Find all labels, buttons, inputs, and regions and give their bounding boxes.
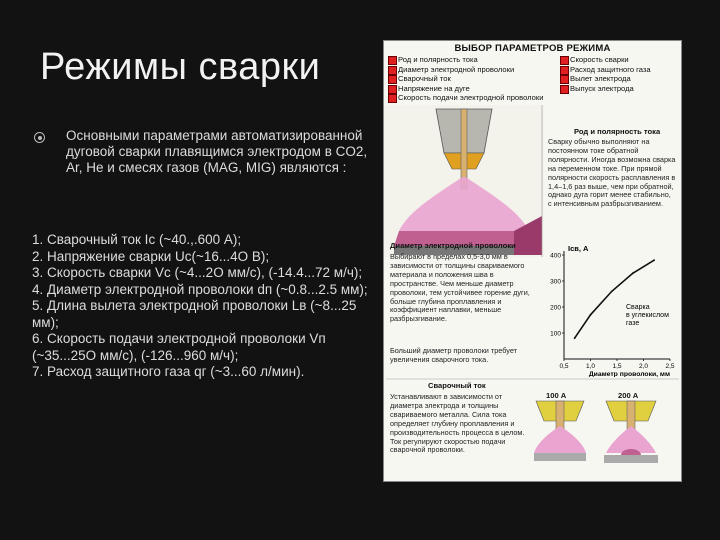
document-image [383, 40, 682, 482]
weld-label: 200 А [618, 391, 639, 400]
bullet-icon [34, 132, 45, 143]
section-caption: Сварочный ток [428, 381, 486, 390]
legend-item: Выпуск электрода [560, 84, 651, 93]
weld-200a-illustration [604, 401, 658, 463]
section-note: Больший диаметр проволоки требует увеличения сварочного тока. [390, 346, 518, 364]
x-axis-label: Диаметр проволоки, мм [588, 371, 670, 377]
x-tick-label: 0,5 [559, 363, 569, 370]
intro-text: Основными параметрами автоматизированной дуговой сварки плавящимся электродом в CO2, Ar, He и смесях газов (MAG, MIG) являются : [66, 128, 368, 175]
section-caption: Род и полярность тока [574, 127, 661, 136]
x-tick-label: 1,5 [612, 363, 622, 370]
slide-title: Режимы сварки [40, 46, 321, 88]
y-tick-label: 100 [550, 330, 561, 338]
param-item: 7. Расход защитного газа qг (~3...60 л/мин). [32, 364, 305, 379]
data-point [590, 314, 592, 316]
weld-100a-illustration [534, 401, 586, 461]
y-tick-label: 400 [550, 252, 561, 260]
weld-label: 100 А [546, 391, 567, 400]
x-tick-label: 2,0 [638, 363, 649, 370]
param-item: 1. Сварочный ток Iс (~40.,.600 А); [32, 232, 242, 247]
legend-item: Скорость сварки [560, 55, 651, 64]
torch-illustration-top [384, 105, 544, 257]
param-item: 4. Диаметр электродной проволоки dп (~0.8...2.5 мм); [32, 281, 368, 297]
legend-item: Расход защитного газа [560, 65, 651, 74]
y-tick-label: 200 [550, 304, 561, 312]
y-axis-label: Iсв, А [568, 244, 589, 253]
section-text: Выбирают в пределах 0,5-3,0 мм в зависимости от толщины свариваемого материала и положения шва в пространстве. Чем меньше диаметр проволоки, тем устойчивее горение дуги, больше глубина проплавления и коэффициент наплавки, меньше разбрызгивание. [390, 252, 530, 324]
param-item: 5. Длина вылета электродной проволоки Lв (~8...25 мм); [32, 298, 357, 330]
section-text: Сварку обычно выполняют на постоянном токе обратной полярности. Иногда возможна сварка на переменном токе. При прямой полярности скорость расплавления в 1,4–1,6 раз выше, чем при обратной, однако дуга горит менее стабильно, с интенсивным разбрызгиванием. [548, 137, 676, 209]
legend-item: Род и полярность тока [388, 55, 543, 64]
data-point [653, 259, 655, 261]
data-point [611, 291, 613, 293]
param-item: 6. Скорость подачи электродной проволоки Vп (~35...25О мм/с), (-126...960 м/ч); [32, 331, 326, 363]
x-tick-label: 2,5 [665, 363, 675, 370]
section-text: Устанавливают в зависимости от диаметра электрода и толщины свариваемого металла. Сила тока определяет глубину проплавления и производительность процесса в целом. Ток регулируют скоростью подачи сварочной проволоки. [390, 392, 525, 455]
current-diameter-chart [540, 241, 678, 377]
chart-annotation [626, 304, 669, 327]
data-point [632, 272, 634, 274]
annotation-line: газе [626, 320, 640, 327]
legend-item: Вылет электрода [560, 74, 651, 83]
section-caption: Диаметр электродной проволоки [390, 241, 516, 250]
legend-item: Диаметр электродной проволоки [388, 65, 543, 74]
param-item: 2. Напряжение сварки Uс(~16...4О В); [32, 248, 270, 264]
legend-item: Сварочный ток [388, 74, 543, 83]
legend [388, 55, 677, 105]
y-tick-label: 300 [550, 278, 561, 286]
annotation-line: Сварка [626, 304, 650, 311]
doc-title: ВЫБОР ПАРАМЕТРОВ РЕЖИМА [454, 43, 611, 54]
params-list [32, 232, 377, 381]
annotation-line: в углекислом [626, 312, 669, 319]
legend-item: Напряжение на дуге [388, 84, 543, 93]
x-tick-label: 1,0 [585, 363, 596, 370]
data-point [574, 337, 576, 339]
legend-item: Скорость подачи электродной проволоки [388, 93, 543, 102]
series-line [575, 260, 655, 338]
param-item: 3. Скорость сварки Vс (~4...2О мм/с), (-14.4...72 м/ч); [32, 265, 363, 280]
